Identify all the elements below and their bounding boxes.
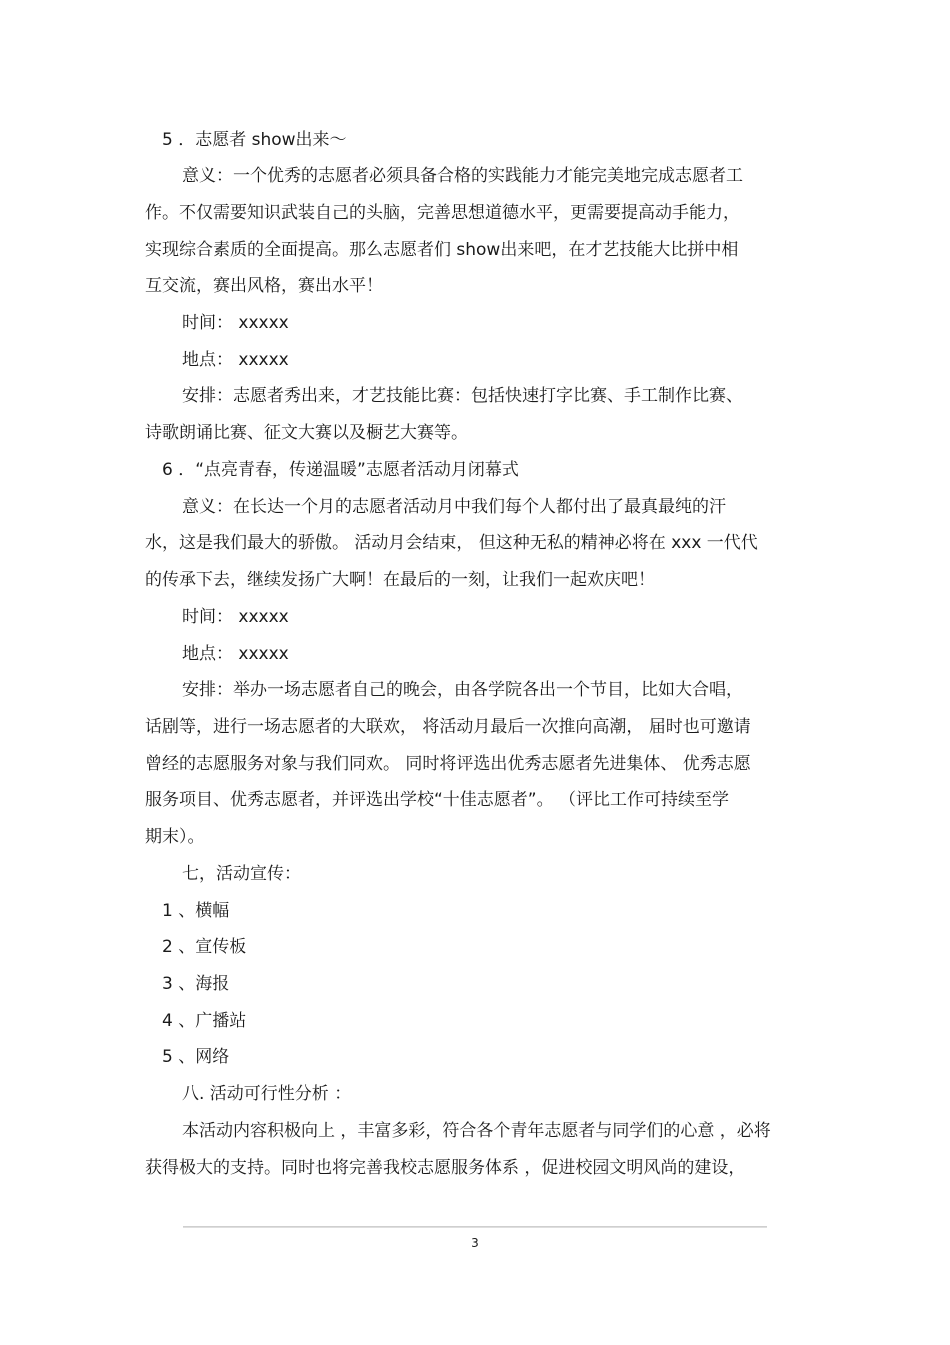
section-6-heading: 6 ．“点亮青春，传递温暖”志愿者活动月闭幕式 [162,460,519,480]
section-5-heading: 5 ．志愿者 show出来～ [162,130,347,150]
section-7-heading: 七，活动宣传： [182,864,301,884]
section-8-heading: 八. 活动可行性分析 ： [182,1084,352,1104]
paragraph-line: 曾经的志愿服务对象与我们同欢。 同时将评选出优秀志愿者先进集体、 优秀志愿 [145,754,751,774]
list-item: 5 、网络 [162,1047,230,1067]
paragraph-line: 期末）。 [145,827,205,847]
location-line: 地点： xxxxx [182,350,289,370]
paragraph-line: 获得极大的支持。同时也将完善我校志愿服务体系 ，促进校园文明风尚的建设， [145,1158,746,1178]
list-item: 1 、横幅 [162,901,230,921]
list-item: 2 、宣传板 [162,937,247,957]
paragraph-line: 实现综合素质的全面提高。那么志愿者们 show出来吧，在才艺技能大比拼中相 [145,240,739,260]
page-number: 3 [471,1236,479,1250]
paragraph-line: 本活动内容积极向上 ，丰富多彩，符合各个青年志愿者与同学们的心意 ，必将 [182,1121,771,1141]
time-line: 时间： xxxxx [182,607,289,627]
arrangement-line: 安排：举办一场志愿者自己的晚会，由各学院各出一个节目，比如大合唱， [182,680,743,700]
list-item: 3 、海报 [162,974,230,994]
paragraph-line: 诗歌朗诵比赛、征文大赛以及橱艺大赛等。 [145,423,468,443]
footer-divider [183,1226,767,1228]
paragraph-line: 意义：在长达一个月的志愿者活动月中我们每个人都付出了最真最纯的汗 [182,497,726,517]
location-line: 地点： xxxxx [182,644,289,664]
paragraph-line: 话剧等，进行一场志愿者的大联欢， 将活动月最后一次推向高潮， 届时也可邀请 [145,717,751,737]
paragraph-line: 的传承下去，继续发扬广大啊！在最后的一刻，让我们一起欢庆吧！ [145,570,655,590]
list-item: 4 、广播站 [162,1011,247,1031]
paragraph-line: 水，这是我们最大的骄傲。 活动月会结束， 但这种无私的精神必将在 xxx 一代代 [145,533,758,553]
paragraph-line: 作。不仅需要知识武装自己的头脑，完善思想道德水平，更需要提高动手能力， [145,203,740,223]
time-line: 时间： xxxxx [182,313,289,333]
paragraph-line: 意义：一个优秀的志愿者必须具备合格的实践能力才能完美地完成志愿者工 [182,166,743,186]
arrangement-line: 安排：志愿者秀出来，才艺技能比赛：包括快速打字比赛、手工制作比赛、 [182,386,743,406]
paragraph-line: 服务项目、优秀志愿者，并评选出学校“十佳志愿者”。 （评比工作可持续至学 [145,790,730,810]
paragraph-line: 互交流，赛出风格，赛出水平！ [145,276,383,296]
